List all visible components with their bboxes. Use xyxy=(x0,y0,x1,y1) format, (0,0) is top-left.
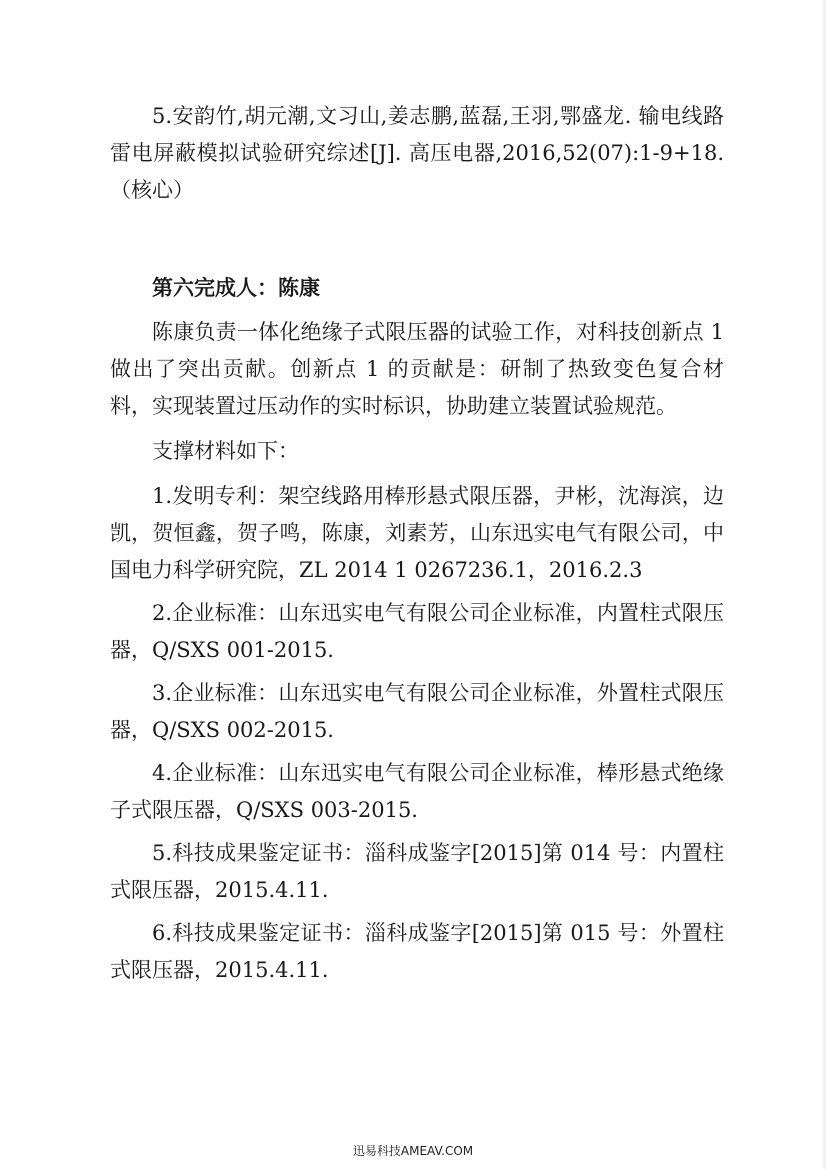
reference-item: 5.安韵竹,胡元潮,文习山,姜志鹏,蓝磊,王羽,鄂盛龙. 输电线路雷电屏蔽模拟试验研究综述[J]. 高压电器,2016,52(07):1-9+18.（核心） xyxy=(110,104,724,202)
page-edge-shadow xyxy=(820,0,826,1169)
contribution-paragraph: 陈康负责一体化绝缘子式限压器的试验工作，对科技创新点 1 做出了突出贡献。创新点 1 的贡献是：研制了热致变色复合材料，实现装置过压动作的实时标识，协助建立装置试验规范。 xyxy=(110,320,724,418)
document-page xyxy=(110,98,724,995)
support-item: 5.科技成果鉴定证书：淄科成鉴字[2015]第 014 号：内置柱式限压器，2015.4.11. xyxy=(110,841,724,902)
support-item: 4.企业标准：山东迅实电气有限公司企业标准，棒形悬式绝缘子式限压器，Q/SXS 003-2015. xyxy=(110,761,724,822)
section-spacer xyxy=(110,217,724,269)
support-item: 2.企业标准：山东迅实电气有限公司企业标准，内置柱式限压器，Q/SXS 001-2015. xyxy=(110,601,724,662)
section-heading: 第六完成人：陈康 xyxy=(152,275,320,300)
support-list xyxy=(110,478,724,989)
footer-watermark: 迅易科技AMEAV.COM xyxy=(352,1144,474,1158)
support-item: 1.发明专利：架空线路用棒形悬式限压器，尹彬，沈海滨，边凯，贺恒鑫，贺子鸣，陈康，刘素芳，山东迅实电气有限公司，中国电力科学研究院，ZL 2014 1 0267236.1，2016.2.3 xyxy=(110,484,724,582)
support-item: 6.科技成果鉴定证书：淄科成鉴字[2015]第 015 号：外置柱式限压器，2015.4.11. xyxy=(110,921,724,982)
support-item: 3.企业标准：山东迅实电气有限公司企业标准，外置柱式限压器，Q/SXS 002-2015. xyxy=(110,681,724,742)
support-intro: 支撑材料如下： xyxy=(152,439,299,463)
